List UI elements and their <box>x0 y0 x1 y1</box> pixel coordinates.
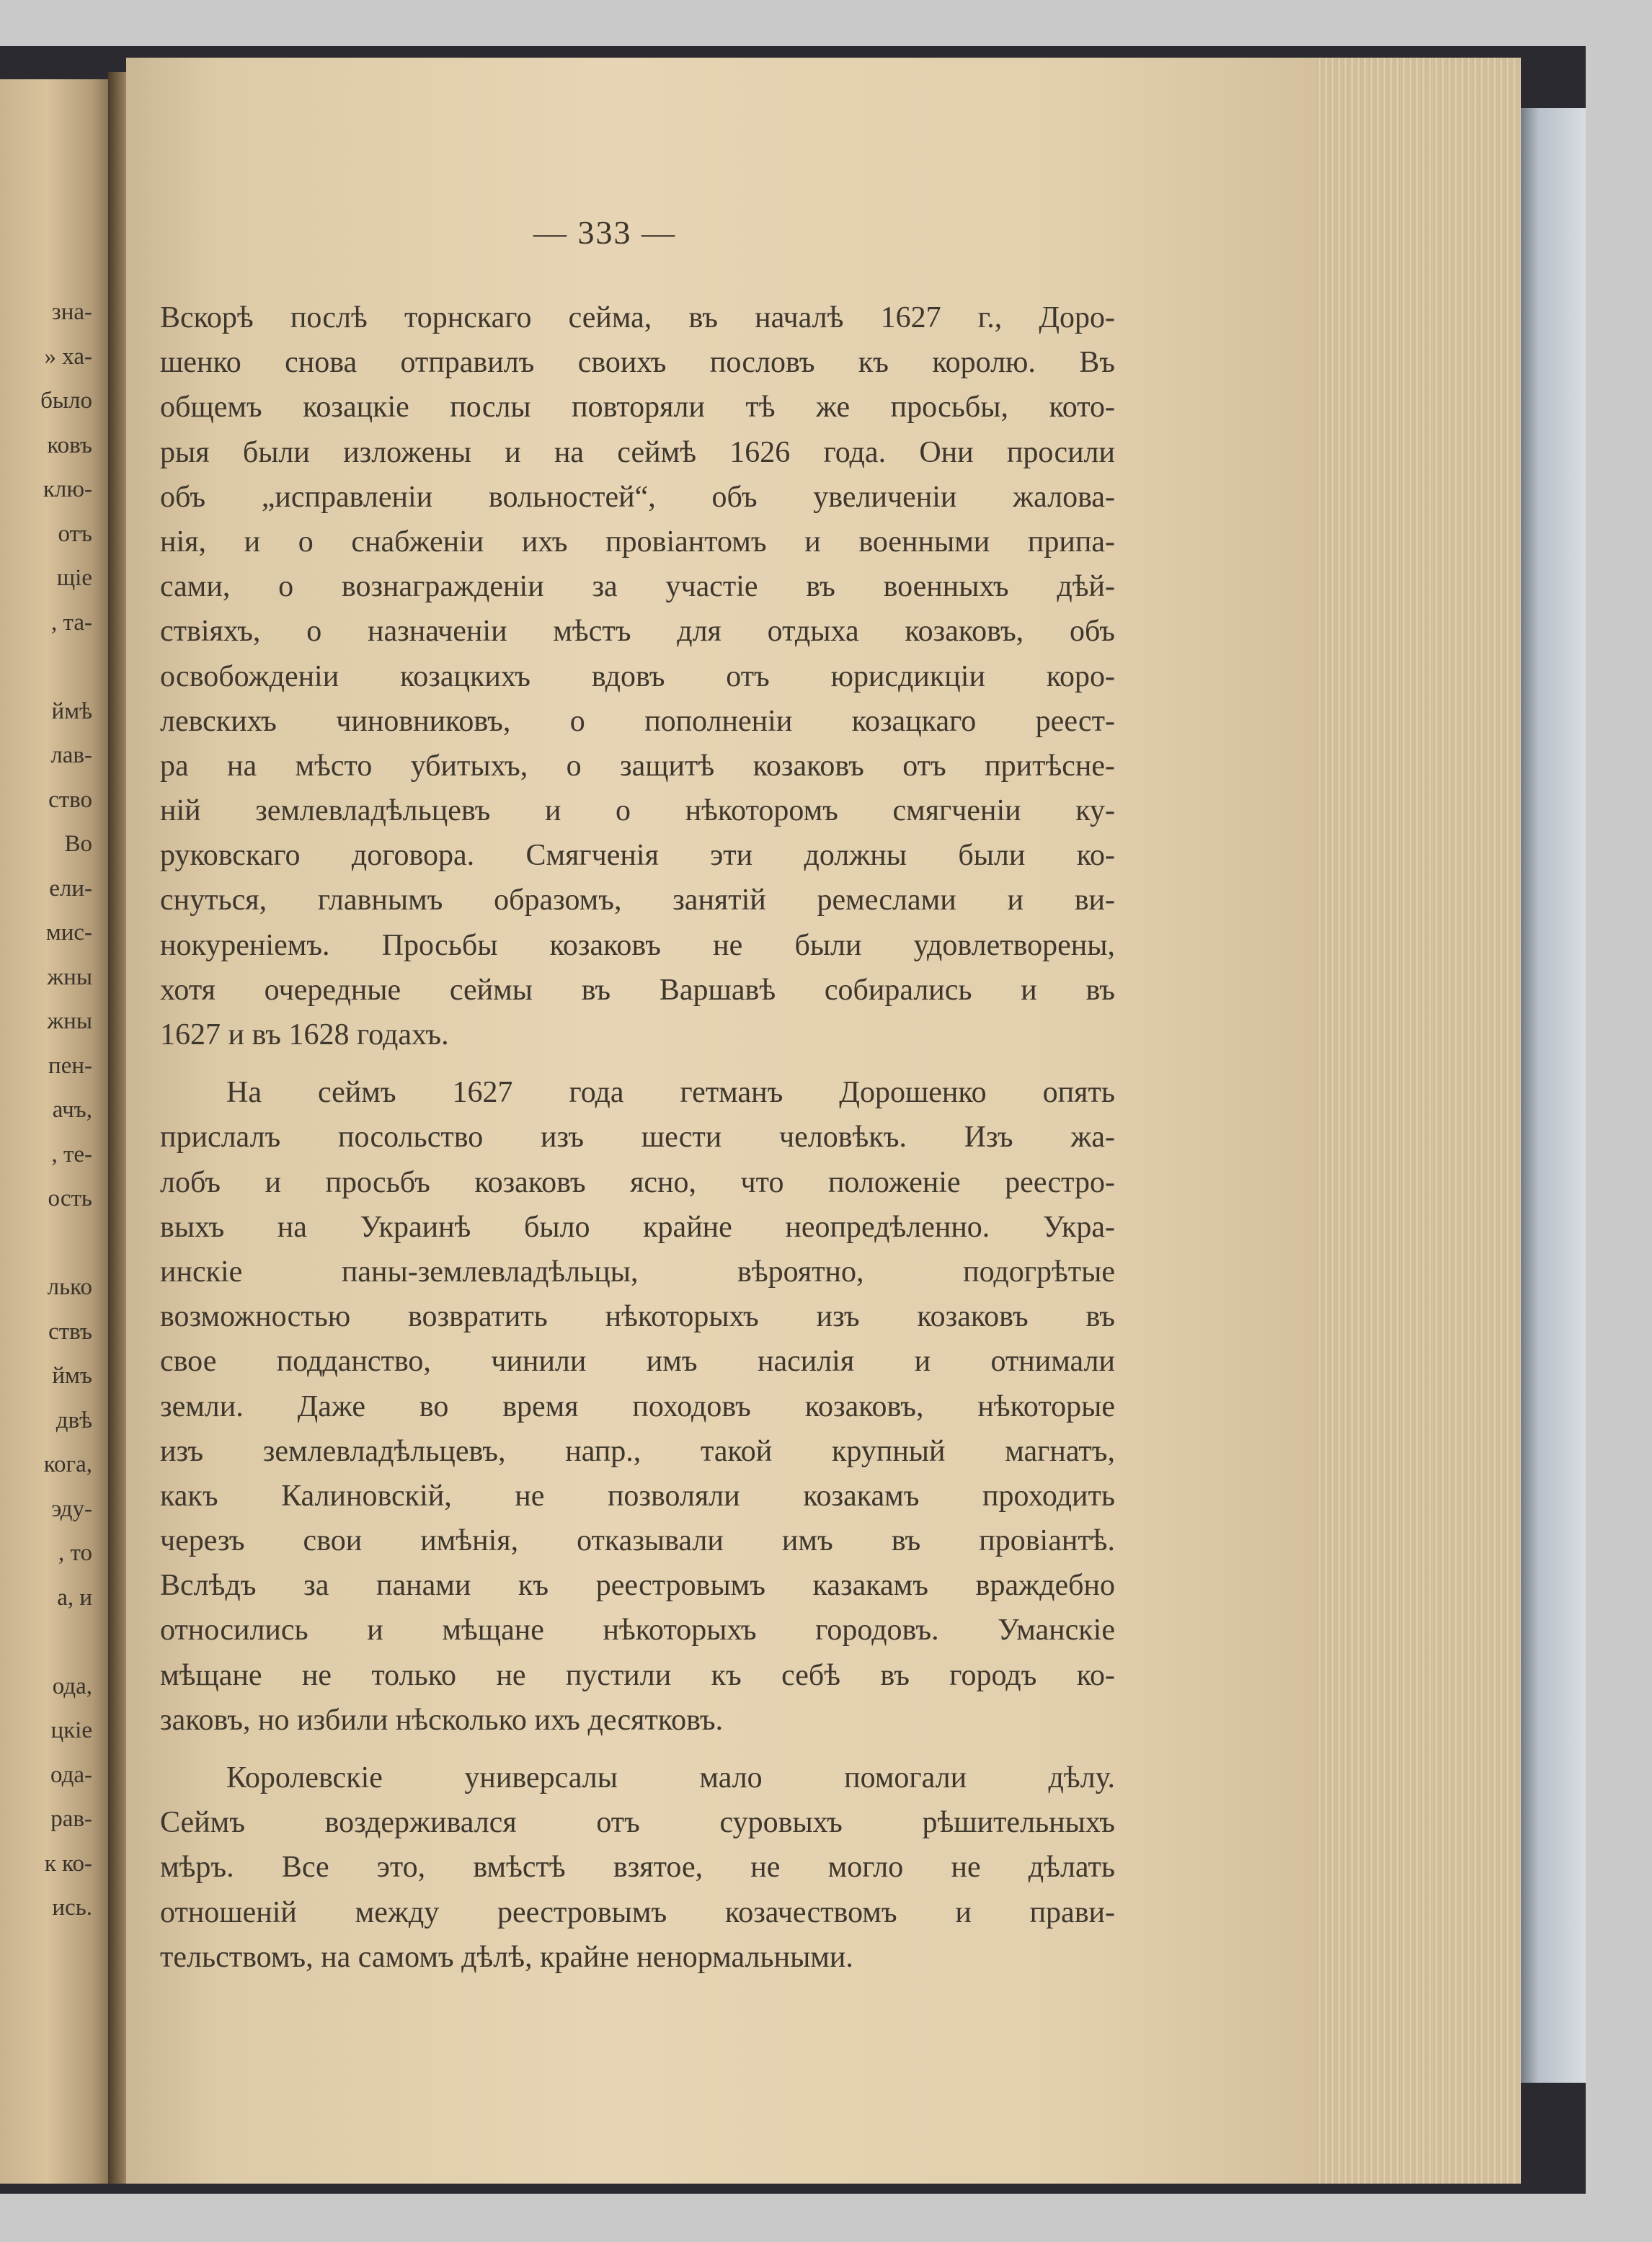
text-line: 1627 и въ 1628 годахъ. <box>160 1018 449 1051</box>
text-line: На сеймъ 1627 года гетманъ Дорошенко опять <box>226 1076 1115 1110</box>
text-line: снуться, главнымъ образомъ, занятій ремеслами и ви- <box>160 884 1115 917</box>
left-page-line: ковъ <box>47 432 92 458</box>
text-line: прислалъ посольство изъ шести человѣкъ. Изъ жа- <box>160 1121 1115 1155</box>
left-page-line: ода- <box>50 1761 92 1788</box>
left-page-line: , та- <box>51 609 92 636</box>
left-page-line: ство <box>48 786 92 813</box>
left-page-line: было <box>40 388 92 414</box>
text-line: нія, и о снабженіи ихъ провіантомъ и военными припа- <box>160 525 1115 559</box>
text-line: инскіе паны-землевладѣльцы, вѣроятно, подогрѣтые <box>160 1255 1115 1289</box>
left-page-line: ись. <box>52 1895 92 1921</box>
text-line: шенко снова отправилъ своихъ пословъ къ королю. Въ <box>160 346 1115 380</box>
text-line: возможностью возвратить нѣкоторыхъ изъ козаковъ въ <box>160 1300 1115 1334</box>
text-line: Вслѣдъ за панами къ реестровымъ казакамъ враждебно <box>160 1569 1115 1603</box>
text-line: объ „исправленіи вольностей“, объ увеличеніи жалова- <box>160 480 1115 514</box>
text-line: свое подданство, чинили имъ насилія и отнимали <box>160 1345 1115 1379</box>
left-page-line: , те- <box>51 1141 92 1167</box>
text-line: освобожденіи козацкихъ вдовъ отъ юрисдикціи коро- <box>160 659 1115 693</box>
text-line: Королевскіе универсалы мало помогали дѣлу. <box>226 1761 1115 1794</box>
left-page-line: жны <box>47 964 92 990</box>
text-line: Вскорѣ послѣ торнскаго сейма, въ началѣ 1627 г., Доро- <box>160 301 1115 334</box>
left-page-line: мис- <box>45 920 92 946</box>
left-page-line: ода, <box>52 1673 92 1699</box>
left-page-line: лав- <box>50 742 92 768</box>
left-page-line: жны <box>47 1008 92 1034</box>
left-page-line: ймѣ <box>51 698 92 724</box>
text-line: ра на мѣсто убитыхъ, о защитѣ козаковъ отъ притѣсне- <box>160 749 1115 783</box>
text-line: мѣщане не только не пустили къ себѣ въ городъ ко- <box>160 1658 1115 1692</box>
left-page-line: а, и <box>57 1584 92 1611</box>
paragraph-gap <box>160 1743 1115 1756</box>
text-line: хотя очередные сеймы въ Варшавѣ собирались и въ <box>160 973 1115 1007</box>
text-line: Сеймъ воздерживался отъ суровыхъ рѣшительныхъ <box>160 1806 1115 1840</box>
text-line: ствіяхъ, о назначеніи мѣстъ для отдыха козаковъ, объ <box>160 615 1115 649</box>
left-page-line: Во <box>64 831 92 857</box>
text-line: ній землевладѣльцевъ и о нѣкоторомъ смягченіи ку- <box>160 794 1115 828</box>
left-page-line: отъ <box>58 520 92 547</box>
left-page-line: зна- <box>51 299 92 325</box>
text-line: отношеній между реестровымъ козачествомъ и прави- <box>160 1895 1115 1929</box>
left-page-line: ость <box>48 1185 92 1211</box>
text-line: какъ Калиновскій, не позволяли козакамъ проходить <box>160 1479 1115 1513</box>
left-page-line: , то <box>58 1540 92 1566</box>
left-page-line: ели- <box>49 875 92 902</box>
text-line: выхъ на Украинѣ было крайне неопредѣленно. Укра- <box>160 1210 1115 1244</box>
left-page-line: эду- <box>51 1495 92 1522</box>
left-page-line: ствъ <box>48 1318 92 1345</box>
paragraph-gap <box>160 1057 1115 1070</box>
text-line: общемъ козацкіе послы повторяли тѣ же просьбы, кото- <box>160 391 1115 424</box>
left-page-line: ймъ <box>52 1363 92 1389</box>
body-text <box>160 295 1115 1980</box>
text-line: черезъ свои имѣнія, отказывали имъ въ провіантѣ. <box>160 1524 1115 1558</box>
text-line: рыя были изложены и на сеймѣ 1626 года. Они просили <box>160 435 1115 469</box>
text-line: лобъ и просьбъ козаковъ ясно, что положеніе реестро- <box>160 1165 1115 1199</box>
left-page-line: к ко- <box>44 1850 92 1877</box>
left-page-line: цкіе <box>50 1717 92 1743</box>
book-cover-edge <box>1514 108 1586 2083</box>
left-page-line: щіе <box>56 565 92 591</box>
left-page-line: клю- <box>43 476 92 502</box>
text-line: мѣръ. Все это, вмѣстѣ взятое, не могло не дѣлать <box>160 1851 1115 1885</box>
left-page-line: лько <box>47 1274 92 1300</box>
text-line: руковскаго договора. Смягченія эти должны были ко- <box>160 839 1115 873</box>
text-line: сами, о вознагражденіи за участіе въ военныхъ дѣй- <box>160 570 1115 604</box>
text-line: левскихъ чиновниковъ, о пополненіи козацкаго реест- <box>160 704 1115 738</box>
left-page-line: » ха- <box>44 343 92 370</box>
text-line: изъ землевладѣльцевъ, напр., такой крупный магнатъ, <box>160 1434 1115 1468</box>
left-page-line: ачъ, <box>52 1097 92 1123</box>
text-line: тельствомъ, на самомъ дѣлѣ, крайне ненормальными. <box>160 1940 853 1974</box>
text-line: относились и мѣщане нѣкоторыхъ городовъ. Уманскіе <box>160 1614 1115 1647</box>
text-line: нокуреніемъ. Просьбы козаковъ не были удовлетворены, <box>160 928 1115 962</box>
text-line: заковъ, но избили нѣсколько ихъ десятковъ. <box>160 1703 724 1737</box>
left-page-line: кога, <box>43 1451 92 1477</box>
left-page-fragment <box>0 79 115 2184</box>
page-number: — 333 — <box>533 214 676 251</box>
left-page-line: пен- <box>48 1052 92 1079</box>
text-line: земли. Даже во время походовъ козаковъ, нѣкоторые <box>160 1389 1115 1423</box>
left-page-line: рав- <box>50 1806 92 1832</box>
left-page-line: двѣ <box>55 1407 92 1433</box>
page-edges <box>1315 58 1521 2184</box>
